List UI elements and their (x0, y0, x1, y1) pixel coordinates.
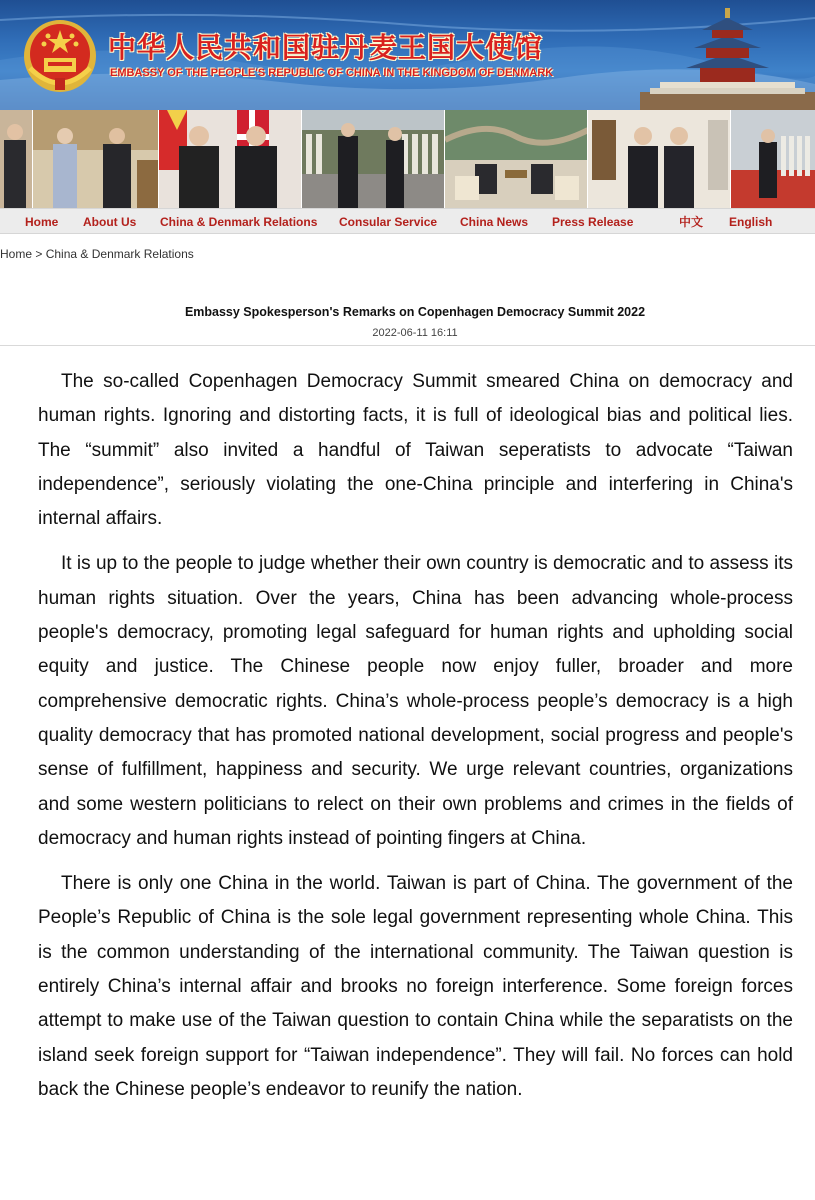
photo-welcome-ceremony (731, 110, 815, 208)
main-nav (0, 208, 815, 234)
nav-english-language[interactable]: English (729, 215, 773, 229)
article-title: Embassy Spokesperson's Remarks on Copenhagen Democracy Summit 2022 (184, 305, 646, 319)
national-emblem-icon (22, 18, 98, 94)
nav-chinese-language[interactable]: 中文 (679, 215, 704, 229)
embassy-banner (0, 0, 815, 110)
temple-of-heaven-image (640, 4, 815, 110)
article-paragraph: It is up to the people to judge whether their own country is democratic and to assess its human rights situation. Over the years, China has been advancing whole-process people's democracy, promoting legal safeguard for human rights and upholding social equity and justice. The Chinese people now enjoy fuller, broader and more comprehensive democratic rights. China’s whole-process people’s democracy is a high quality democracy that has promoted national development, social progress and people's sense of fulfillment, happiness and security. We urge relevant countries, organizations and some western politicians to relect on their own problems and crimes in the fields of democracy and human rights instead of pointing fingers at China. (38, 553, 793, 849)
breadcrumb (0, 246, 194, 262)
breadcrumb-current-link[interactable]: China & Denmark Relations (45, 247, 194, 261)
nav-china-news[interactable]: China News (460, 215, 529, 229)
embassy-title-chinese: 中华人民共和国驻丹麦王国大使馆 (108, 31, 544, 64)
nav-china-denmark-relations[interactable]: China & Denmark Relations (160, 215, 318, 229)
nav-consular-service[interactable]: Consular Service (339, 215, 438, 229)
embassy-title-english: EMBASSY OF THE PEOPLE'S REPUBLIC OF CHINA IN THE KINGDOM OF DENMARK (110, 67, 554, 79)
article-body (38, 365, 793, 1118)
article-paragraph: The so-called Copenhagen Democracy Summit smeared China on democracy and human rights. Ignoring and distorting facts, it is full of ideological bias and political lies. The “summit” also invited a handful of Taiwan seperatists to advocate “Taiwan independence”, seriously violating the one-China principle and interfering in China's internal affairs. (38, 371, 793, 530)
photo-danish-pm-handshake (159, 110, 302, 208)
photo-reception-1 (0, 110, 33, 208)
photo-bilateral-meeting (588, 110, 731, 208)
breadcrumb-separator: > (32, 247, 46, 261)
photo-queen-meeting (33, 110, 159, 208)
nav-about-us[interactable]: About Us (83, 215, 137, 229)
article-date: 2022-06-11 16:11 (372, 327, 458, 339)
breadcrumb-home-link[interactable]: Home (0, 247, 33, 261)
photo-great-wall-meeting (445, 110, 588, 208)
nav-press-release[interactable]: Press Release (552, 215, 634, 229)
nav-home[interactable]: Home (25, 215, 59, 229)
article-divider (0, 345, 815, 346)
photo-strip (0, 110, 815, 208)
article-paragraph: There is only one China in the world. Taiwan is part of China. The government of the People’s Republic of China is the sole legal government representing whole China. This is the common understanding of the international community. The Taiwan question is entirely China’s internal affair and brooks no foreign interference. Some foreign forces attempt to make use of the Taiwan question to contain China while the separatists on the island seek foreign support for “Taiwan independence”. They will fail. No forces can hold back the Chinese people’s endeavor to reunify the nation. (38, 873, 793, 1100)
photo-honor-guard (302, 110, 445, 208)
